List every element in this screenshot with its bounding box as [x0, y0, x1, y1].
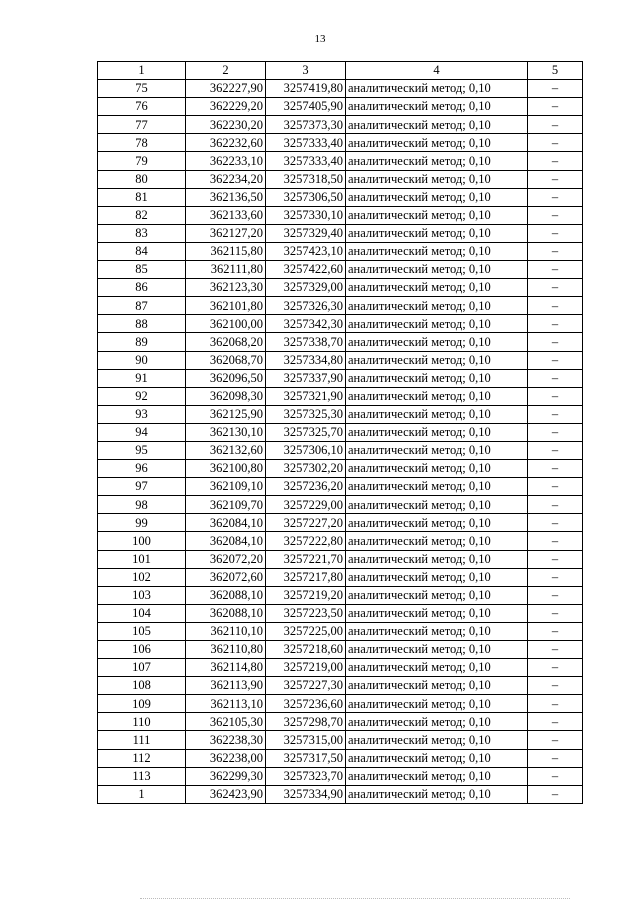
cell-x-coordinate: 362238,30: [186, 731, 266, 749]
cell-x-coordinate: 362109,10: [186, 478, 266, 496]
cell-method-accuracy: аналитический метод; 0,10: [346, 134, 528, 152]
cell-method-accuracy: аналитический метод; 0,10: [346, 333, 528, 351]
cell-y-coordinate: 3257218,60: [266, 641, 346, 659]
cell-y-coordinate: 3257323,70: [266, 767, 346, 785]
cell-point-number: 86: [98, 279, 186, 297]
cell-method-accuracy: аналитический метод; 0,10: [346, 98, 528, 116]
table-row: [98, 604, 583, 622]
cell-method-accuracy: аналитический метод; 0,10: [346, 532, 528, 550]
cell-description: –: [528, 152, 583, 170]
bottom-edge-divider: [140, 898, 570, 903]
cell-method-accuracy: аналитический метод; 0,10: [346, 550, 528, 568]
table-row: [98, 586, 583, 604]
cell-y-coordinate: 3257333,40: [266, 152, 346, 170]
table-row: [98, 550, 583, 568]
cell-y-coordinate: 3257306,50: [266, 188, 346, 206]
table-row: [98, 659, 583, 677]
cell-y-coordinate: 3257219,20: [266, 586, 346, 604]
cell-x-coordinate: 362125,90: [186, 405, 266, 423]
cell-method-accuracy: аналитический метод; 0,10: [346, 514, 528, 532]
cell-x-coordinate: 362132,60: [186, 441, 266, 459]
cell-method-accuracy: аналитический метод; 0,10: [346, 478, 528, 496]
cell-method-accuracy: аналитический метод; 0,10: [346, 568, 528, 586]
table-row: [98, 279, 583, 297]
cell-description: –: [528, 532, 583, 550]
cell-point-number: 76: [98, 98, 186, 116]
cell-point-number: 110: [98, 713, 186, 731]
cell-point-number: 85: [98, 261, 186, 279]
cell-method-accuracy: аналитический метод; 0,10: [346, 731, 528, 749]
cell-x-coordinate: 362123,30: [186, 279, 266, 297]
cell-method-accuracy: аналитический метод; 0,10: [346, 369, 528, 387]
table-row: [98, 677, 583, 695]
cell-point-number: 89: [98, 333, 186, 351]
cell-description: –: [528, 514, 583, 532]
cell-y-coordinate: 3257223,50: [266, 604, 346, 622]
table-row: [98, 80, 583, 98]
table-row: [98, 478, 583, 496]
cell-point-number: 84: [98, 242, 186, 260]
table-row: [98, 116, 583, 134]
cell-y-coordinate: 3257317,50: [266, 749, 346, 767]
cell-y-coordinate: 3257330,10: [266, 206, 346, 224]
cell-x-coordinate: 362130,10: [186, 423, 266, 441]
cell-method-accuracy: аналитический метод; 0,10: [346, 713, 528, 731]
cell-description: –: [528, 188, 583, 206]
cell-method-accuracy: аналитический метод; 0,10: [346, 622, 528, 640]
cell-method-accuracy: аналитический метод; 0,10: [346, 206, 528, 224]
cell-point-number: 1: [98, 785, 186, 803]
cell-method-accuracy: аналитический метод; 0,10: [346, 116, 528, 134]
cell-description: –: [528, 713, 583, 731]
cell-y-coordinate: 3257419,80: [266, 80, 346, 98]
cell-method-accuracy: аналитический метод; 0,10: [346, 387, 528, 405]
cell-y-coordinate: 3257337,90: [266, 369, 346, 387]
cell-point-number: 101: [98, 550, 186, 568]
cell-y-coordinate: 3257423,10: [266, 242, 346, 260]
cell-description: –: [528, 423, 583, 441]
table-row: [98, 315, 583, 333]
cell-x-coordinate: 362068,70: [186, 351, 266, 369]
cell-x-coordinate: 362101,80: [186, 297, 266, 315]
cell-method-accuracy: аналитический метод; 0,10: [346, 188, 528, 206]
cell-y-coordinate: 3257222,80: [266, 532, 346, 550]
cell-method-accuracy: аналитический метод; 0,10: [346, 767, 528, 785]
cell-description: –: [528, 387, 583, 405]
cell-description: –: [528, 677, 583, 695]
cell-x-coordinate: 362230,20: [186, 116, 266, 134]
cell-point-number: 92: [98, 387, 186, 405]
header-col-3: 3: [266, 62, 346, 80]
cell-method-accuracy: аналитический метод; 0,10: [346, 224, 528, 242]
cell-method-accuracy: аналитический метод; 0,10: [346, 749, 528, 767]
cell-point-number: 105: [98, 622, 186, 640]
cell-description: –: [528, 441, 583, 459]
cell-y-coordinate: 3257338,70: [266, 333, 346, 351]
cell-description: –: [528, 496, 583, 514]
cell-x-coordinate: 362133,60: [186, 206, 266, 224]
cell-x-coordinate: 362105,30: [186, 713, 266, 731]
cell-method-accuracy: аналитический метод; 0,10: [346, 586, 528, 604]
cell-y-coordinate: 3257219,00: [266, 659, 346, 677]
cell-description: –: [528, 333, 583, 351]
cell-point-number: 96: [98, 460, 186, 478]
cell-point-number: 100: [98, 532, 186, 550]
cell-method-accuracy: аналитический метод; 0,10: [346, 279, 528, 297]
cell-description: –: [528, 297, 583, 315]
cell-x-coordinate: 362100,00: [186, 315, 266, 333]
cell-x-coordinate: 362423,90: [186, 785, 266, 803]
table-row: [98, 333, 583, 351]
cell-method-accuracy: аналитический метод; 0,10: [346, 405, 528, 423]
table-row: [98, 785, 583, 803]
cell-y-coordinate: 3257405,90: [266, 98, 346, 116]
cell-x-coordinate: 362229,20: [186, 98, 266, 116]
cell-point-number: 107: [98, 659, 186, 677]
cell-method-accuracy: аналитический метод; 0,10: [346, 351, 528, 369]
cell-point-number: 113: [98, 767, 186, 785]
cell-point-number: 103: [98, 586, 186, 604]
table-row: [98, 134, 583, 152]
cell-description: –: [528, 749, 583, 767]
cell-point-number: 109: [98, 695, 186, 713]
cell-point-number: 90: [98, 351, 186, 369]
cell-y-coordinate: 3257236,20: [266, 478, 346, 496]
cell-method-accuracy: аналитический метод; 0,10: [346, 677, 528, 695]
cell-x-coordinate: 362115,80: [186, 242, 266, 260]
table-row: [98, 532, 583, 550]
cell-x-coordinate: 362072,60: [186, 568, 266, 586]
cell-method-accuracy: аналитический метод; 0,10: [346, 423, 528, 441]
cell-point-number: 79: [98, 152, 186, 170]
table-row: [98, 188, 583, 206]
header-col-4: 4: [346, 62, 528, 80]
cell-x-coordinate: 362072,20: [186, 550, 266, 568]
cell-description: –: [528, 659, 583, 677]
cell-description: –: [528, 478, 583, 496]
cell-x-coordinate: 362238,00: [186, 749, 266, 767]
cell-y-coordinate: 3257217,80: [266, 568, 346, 586]
cell-x-coordinate: 362113,90: [186, 677, 266, 695]
table-row: [98, 405, 583, 423]
table-row: [98, 224, 583, 242]
table-row: [98, 351, 583, 369]
page-number: 13: [314, 33, 326, 45]
cell-point-number: 108: [98, 677, 186, 695]
cell-y-coordinate: 3257227,30: [266, 677, 346, 695]
cell-y-coordinate: 3257236,60: [266, 695, 346, 713]
table-row: [98, 98, 583, 116]
cell-x-coordinate: 362100,80: [186, 460, 266, 478]
table-row: [98, 514, 583, 532]
cell-method-accuracy: аналитический метод; 0,10: [346, 695, 528, 713]
cell-point-number: 94: [98, 423, 186, 441]
cell-method-accuracy: аналитический метод; 0,10: [346, 496, 528, 514]
cell-y-coordinate: 3257333,40: [266, 134, 346, 152]
cell-y-coordinate: 3257329,00: [266, 279, 346, 297]
table-row: [98, 496, 583, 514]
cell-y-coordinate: 3257325,30: [266, 405, 346, 423]
cell-point-number: 78: [98, 134, 186, 152]
cell-y-coordinate: 3257373,30: [266, 116, 346, 134]
table-row: [98, 441, 583, 459]
cell-point-number: 98: [98, 496, 186, 514]
cell-x-coordinate: 362127,20: [186, 224, 266, 242]
cell-description: –: [528, 586, 583, 604]
cell-method-accuracy: аналитический метод; 0,10: [346, 441, 528, 459]
table-row: [98, 622, 583, 640]
table-row: [98, 731, 583, 749]
cell-method-accuracy: аналитический метод; 0,10: [346, 460, 528, 478]
coordinates-table: [97, 61, 583, 804]
table-row: [98, 423, 583, 441]
cell-point-number: 112: [98, 749, 186, 767]
cell-description: –: [528, 261, 583, 279]
cell-point-number: 91: [98, 369, 186, 387]
cell-point-number: 83: [98, 224, 186, 242]
cell-method-accuracy: аналитический метод; 0,10: [346, 170, 528, 188]
cell-method-accuracy: аналитический метод; 0,10: [346, 659, 528, 677]
cell-point-number: 87: [98, 297, 186, 315]
cell-description: –: [528, 315, 583, 333]
cell-x-coordinate: 362114,80: [186, 659, 266, 677]
cell-method-accuracy: аналитический метод; 0,10: [346, 242, 528, 260]
cell-y-coordinate: 3257225,00: [266, 622, 346, 640]
cell-description: –: [528, 731, 583, 749]
cell-y-coordinate: 3257342,30: [266, 315, 346, 333]
table-row: [98, 695, 583, 713]
cell-method-accuracy: аналитический метод; 0,10: [346, 152, 528, 170]
cell-point-number: 88: [98, 315, 186, 333]
cell-description: –: [528, 767, 583, 785]
cell-y-coordinate: 3257318,50: [266, 170, 346, 188]
table-row: [98, 749, 583, 767]
cell-description: –: [528, 785, 583, 803]
cell-description: –: [528, 351, 583, 369]
cell-point-number: 102: [98, 568, 186, 586]
cell-point-number: 111: [98, 731, 186, 749]
cell-method-accuracy: аналитический метод; 0,10: [346, 641, 528, 659]
cell-method-accuracy: аналитический метод; 0,10: [346, 297, 528, 315]
cell-y-coordinate: 3257298,70: [266, 713, 346, 731]
cell-x-coordinate: 362110,80: [186, 641, 266, 659]
cell-x-coordinate: 362088,10: [186, 604, 266, 622]
table-header: [98, 62, 583, 80]
cell-x-coordinate: 362088,10: [186, 586, 266, 604]
cell-x-coordinate: 362227,90: [186, 80, 266, 98]
table-row: [98, 641, 583, 659]
cell-x-coordinate: 362136,50: [186, 188, 266, 206]
cell-y-coordinate: 3257315,00: [266, 731, 346, 749]
cell-y-coordinate: 3257326,30: [266, 297, 346, 315]
cell-x-coordinate: 362084,10: [186, 514, 266, 532]
header-row: [98, 62, 583, 80]
cell-y-coordinate: 3257221,70: [266, 550, 346, 568]
cell-method-accuracy: аналитический метод; 0,10: [346, 315, 528, 333]
cell-description: –: [528, 641, 583, 659]
cell-point-number: 77: [98, 116, 186, 134]
table-row: [98, 170, 583, 188]
table-row: [98, 568, 583, 586]
cell-point-number: 80: [98, 170, 186, 188]
cell-description: –: [528, 134, 583, 152]
table-row: [98, 713, 583, 731]
cell-x-coordinate: 362299,30: [186, 767, 266, 785]
cell-y-coordinate: 3257422,60: [266, 261, 346, 279]
cell-x-coordinate: 362232,60: [186, 134, 266, 152]
cell-description: –: [528, 550, 583, 568]
cell-point-number: 106: [98, 641, 186, 659]
table-row: [98, 369, 583, 387]
cell-point-number: 82: [98, 206, 186, 224]
cell-y-coordinate: 3257325,70: [266, 423, 346, 441]
cell-point-number: 104: [98, 604, 186, 622]
cell-description: –: [528, 604, 583, 622]
cell-description: –: [528, 460, 583, 478]
cell-description: –: [528, 116, 583, 134]
table-row: [98, 387, 583, 405]
cell-point-number: 99: [98, 514, 186, 532]
cell-description: –: [528, 170, 583, 188]
cell-x-coordinate: 362110,10: [186, 622, 266, 640]
table-row: [98, 242, 583, 260]
table-body: [98, 80, 583, 804]
cell-method-accuracy: аналитический метод; 0,10: [346, 785, 528, 803]
cell-point-number: 95: [98, 441, 186, 459]
cell-x-coordinate: 362233,10: [186, 152, 266, 170]
table-row: [98, 767, 583, 785]
cell-x-coordinate: 362096,50: [186, 369, 266, 387]
cell-y-coordinate: 3257329,40: [266, 224, 346, 242]
cell-point-number: 81: [98, 188, 186, 206]
cell-y-coordinate: 3257334,80: [266, 351, 346, 369]
cell-description: –: [528, 279, 583, 297]
cell-x-coordinate: 362113,10: [186, 695, 266, 713]
cell-x-coordinate: 362109,70: [186, 496, 266, 514]
cell-x-coordinate: 362234,20: [186, 170, 266, 188]
cell-method-accuracy: аналитический метод; 0,10: [346, 80, 528, 98]
header-col-1: 1: [98, 62, 186, 80]
table-row: [98, 261, 583, 279]
cell-x-coordinate: 362098,30: [186, 387, 266, 405]
cell-description: –: [528, 80, 583, 98]
cell-point-number: 93: [98, 405, 186, 423]
cell-y-coordinate: 3257302,20: [266, 460, 346, 478]
cell-description: –: [528, 622, 583, 640]
cell-description: –: [528, 369, 583, 387]
header-col-5: 5: [528, 62, 583, 80]
cell-y-coordinate: 3257227,20: [266, 514, 346, 532]
table-row: [98, 460, 583, 478]
cell-x-coordinate: 362068,20: [186, 333, 266, 351]
cell-description: –: [528, 568, 583, 586]
cell-y-coordinate: 3257321,90: [266, 387, 346, 405]
cell-x-coordinate: 362111,80: [186, 261, 266, 279]
cell-description: –: [528, 206, 583, 224]
cell-point-number: 97: [98, 478, 186, 496]
cell-y-coordinate: 3257229,00: [266, 496, 346, 514]
cell-point-number: 75: [98, 80, 186, 98]
table-row: [98, 152, 583, 170]
cell-description: –: [528, 98, 583, 116]
cell-description: –: [528, 224, 583, 242]
cell-description: –: [528, 242, 583, 260]
cell-method-accuracy: аналитический метод; 0,10: [346, 261, 528, 279]
header-col-2: 2: [186, 62, 266, 80]
cell-y-coordinate: 3257306,10: [266, 441, 346, 459]
cell-y-coordinate: 3257334,90: [266, 785, 346, 803]
cell-x-coordinate: 362084,10: [186, 532, 266, 550]
table-row: [98, 206, 583, 224]
cell-description: –: [528, 695, 583, 713]
cell-method-accuracy: аналитический метод; 0,10: [346, 604, 528, 622]
table-row: [98, 297, 583, 315]
cell-description: –: [528, 405, 583, 423]
